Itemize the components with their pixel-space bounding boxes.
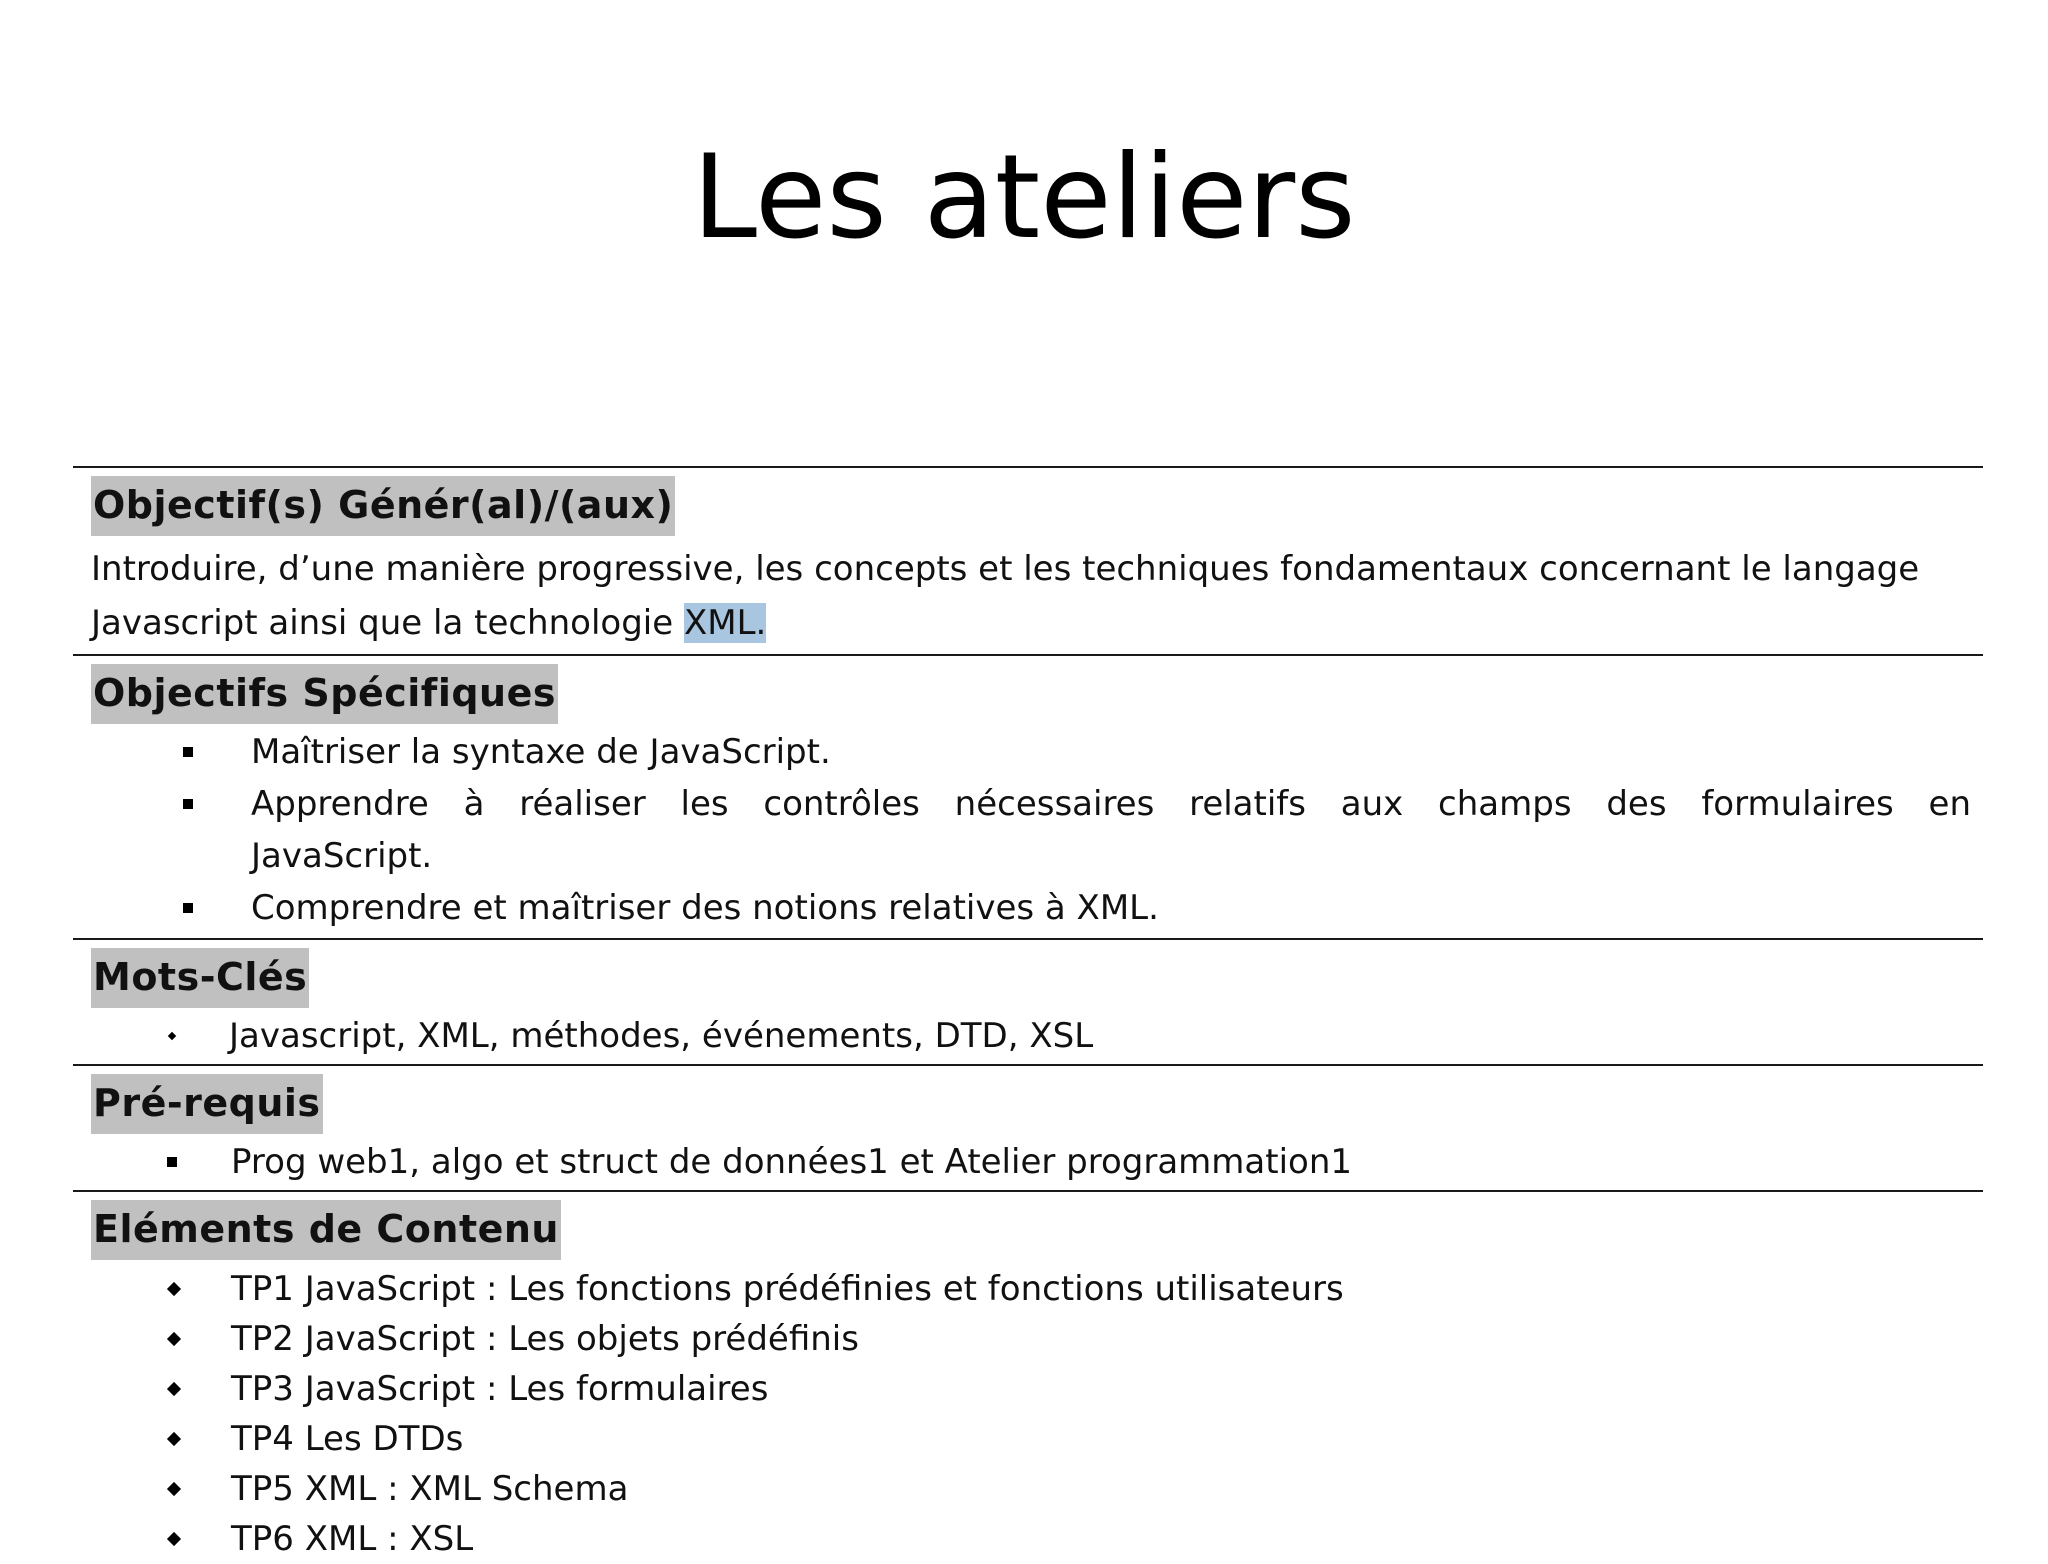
list-item: Prog web1, algo et struct de données1 et Atelier programmation1 (91, 1136, 1965, 1188)
section-heading-specific: Objectifs Spécifiques (91, 664, 558, 724)
slide-title: Les ateliers (692, 130, 1356, 265)
content-elements-list (91, 1264, 1965, 1564)
list-item: Maîtriser la syntaxe de JavaScript. (91, 726, 1965, 778)
list-item: Apprendre à réaliser les contrôles nécessaires relatifs aux champs des formulaires en JavaScript. (91, 778, 1965, 882)
list-item: TP2 JavaScript : Les objets prédéfinis (91, 1314, 1965, 1364)
diamond-bullet-icon (167, 1432, 181, 1446)
list-item: Javascript, XML, méthodes, événements, DTD, XSL (91, 1010, 1965, 1062)
highlighted-text: XML. (683, 603, 767, 643)
prerequisites-list (91, 1136, 1965, 1188)
list-item: TP6 XML : XSL (91, 1514, 1965, 1564)
diamond-bullet-icon (167, 1482, 181, 1496)
section-keywords (73, 938, 1983, 1062)
list-item: TP5 XML : XML Schema (91, 1464, 1965, 1514)
square-bullet-icon (183, 903, 193, 913)
section-heading-prereq: Pré-requis (91, 1074, 323, 1134)
list-item: TP4 Les DTDs (91, 1414, 1965, 1464)
general-objective-line2: Javascript ainsi que la technologie (91, 603, 684, 643)
general-objective-line1: Introduire, d’une manière progressive, les concepts et les techniques fondamentaux concernant le langage (91, 549, 1920, 589)
syllabus-table (73, 466, 1983, 1564)
section-prerequisites (73, 1064, 1983, 1188)
list-item: TP3 JavaScript : Les formulaires (91, 1364, 1965, 1414)
diamond-bullet-icon (168, 1032, 176, 1040)
square-bullet-icon (183, 747, 193, 757)
specific-objectives-list (91, 726, 1971, 934)
list-item: TP1 JavaScript : Les fonctions prédéfinies et fonctions utilisateurs (91, 1264, 1965, 1314)
section-heading-keywords: Mots-Clés (91, 948, 309, 1008)
keywords-list (91, 1010, 1965, 1062)
section-specific-objectives (73, 654, 1983, 934)
section-content-elements (73, 1190, 1983, 1564)
list-item: Comprendre et maîtriser des notions relatives à XML. (91, 882, 1965, 934)
diamond-bullet-icon (167, 1282, 181, 1296)
section-heading-content: Eléments de Contenu (91, 1200, 561, 1260)
square-bullet-icon (167, 1157, 177, 1167)
diamond-bullet-icon (167, 1382, 181, 1396)
diamond-bullet-icon (167, 1332, 181, 1346)
general-objective-text (91, 542, 1965, 650)
section-general-objectives (73, 466, 1983, 650)
diamond-bullet-icon (167, 1532, 181, 1546)
square-bullet-icon (183, 799, 193, 809)
section-heading-general: Objectif(s) Génér(al)/(aux) (91, 476, 675, 536)
